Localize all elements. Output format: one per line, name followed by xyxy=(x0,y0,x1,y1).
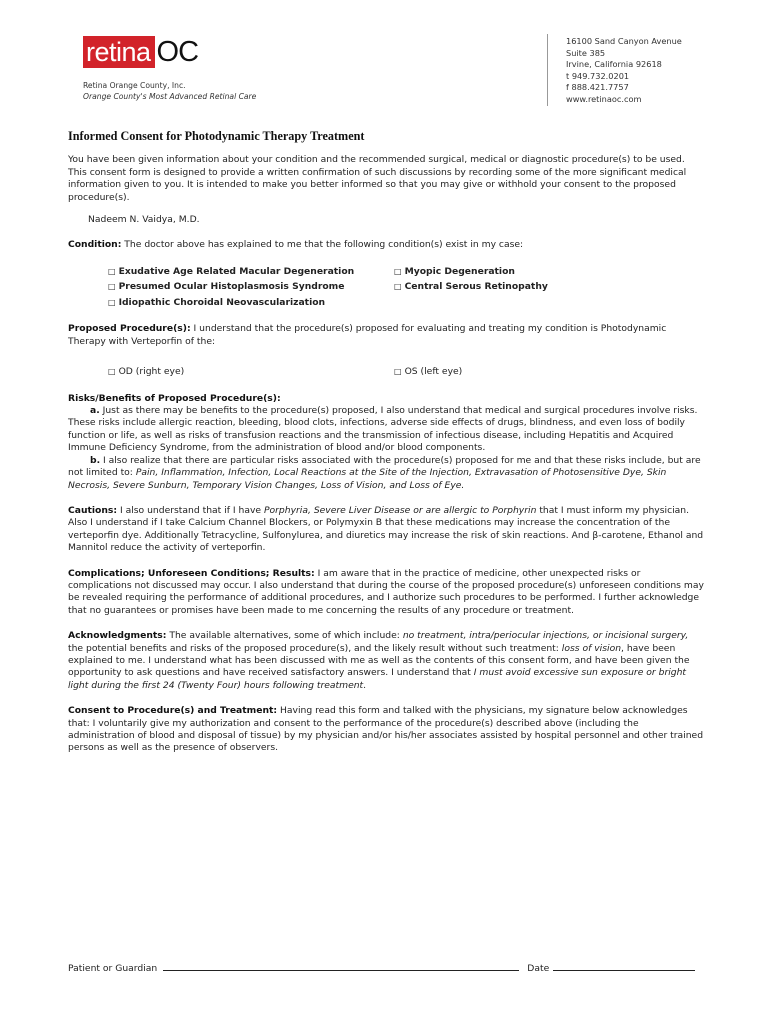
patient-label: Patient or Guardian xyxy=(68,963,158,974)
procedure-section xyxy=(68,323,704,348)
date-label: Date xyxy=(527,963,550,974)
doctor-name: Nadeem N. Vaidya, M.D. xyxy=(88,214,200,226)
condition-option[interactable]: □ Idiopathic Choroidal Neovascularization xyxy=(108,296,326,308)
condition-text: The doctor above has explained to me that the following condition(s) exist in my case: xyxy=(121,239,524,251)
condition-option[interactable]: □ Central Serous Retinopathy xyxy=(394,281,548,293)
website: www.retinaoc.com xyxy=(566,93,642,104)
intro-paragraph: You have been given information about your condition and the recommended surgical, medical or diagnostic procedure(s) to be used. This consent form is designed to provide a written confirmation of such discussions by recording some of the more significant medical information given to you. It is intended to make you better informed so that you may give or withhold your consent to the proposed procedure(s). xyxy=(68,154,687,203)
condition-option[interactable]: □ Presumed Ocular Histoplasmosis Syndrome xyxy=(108,281,345,293)
company-tagline: Orange County's Most Advanced Retinal Care xyxy=(83,92,257,101)
header-divider xyxy=(547,34,548,106)
company-info xyxy=(83,80,256,102)
logo xyxy=(83,36,198,68)
cautions-section: Cautions: I also understand that if I have Porphyria, Severe Liver Disease or are allergic to Porphyrin that I must inform my physician. Also I understand if I take Calcium Channel Blockers, or Polymyxin B that these medications may increase the concentration of the verteporfin dye. Additionally Tetracycline, Sulfonylurea, and diuretics may increase the risk of skin reactions. And β-carotene, Ethanol and Mannitol reduce the activity of verteporfin. xyxy=(68,504,704,554)
condition-options xyxy=(68,264,704,311)
checkbox-icon: □ xyxy=(394,282,402,292)
checkbox-icon: □ xyxy=(108,266,116,276)
risks-b: b. I also realize that there are particular risks associated with the procedure(s) proposed for me and that these risks include, but are not limited to: Pain, Inflammation, Infection, Local Reactions at the Site of the Injection, Extravasation of Photosensitive Dye, Skin Necrosis, Severe Sunburn, Temporary Vision Changes, Loss of Vision, and Loss of Eye. xyxy=(68,454,701,491)
address-line: 16100 Sand Canyon Avenue xyxy=(566,36,682,46)
condition-section xyxy=(68,239,704,251)
fax: f 888.421.7757 xyxy=(566,82,629,93)
address-line: Irvine, California 92618 xyxy=(566,59,662,70)
page-title: Informed Consent for Photodynamic Therapy Treatment xyxy=(68,129,365,143)
phone: t 949.732.0201 xyxy=(566,70,630,81)
checkbox-icon: □ xyxy=(394,266,402,276)
acknowledgments-section: Acknowledgments: The available alternatives, some of which include: no treatment, intra/periocular injections, or incisional surgery, the potential benefits and risks of the proposed procedure(s), and the likely result without such treatment: loss of vision, have been explained to me. I understand what has been discussed with me as well as the contents of this consent form, and have been given the opportunity to ask questions and have received satisfactory answers. I understand that I must avoid excessive sun exposure or bright light during the first 24 (Twenty Four) hours following treatment. xyxy=(68,630,690,691)
signature-row xyxy=(68,962,708,974)
procedure-text: I understand that the procedure(s) proposed for evaluating and treating my condition is Photodynamic Therapy with Verteporfin of the: xyxy=(68,323,667,347)
date-line[interactable] xyxy=(553,962,695,971)
checkbox-icon: □ xyxy=(108,282,116,292)
condition-label: Condition: xyxy=(68,239,122,251)
procedure-label: Proposed Procedure(s): xyxy=(68,323,191,335)
condition-option[interactable]: □ Myopic Degeneration xyxy=(394,265,515,277)
risks-a: a. Just as there may be benefits to the procedure(s) proposed, I also understand that medical and surgical procedures involve risks. These risks include allergic reaction, bleeding, blood clots, infections, adverse side effects of drugs, blindness, and even loss of bodily function or life, as well as risks of transfusion reactions and the transmission of infectious disease, including Hepatitis and Acquired Immune Deficiency Syndrome, from the administration of blood and/or blood components. xyxy=(68,405,698,454)
complications-section: Complications; Unforeseen Conditions; Results: I am aware that in the practice of medicine, other unexpected risks or complications not discussed may occur. I also understand that during the course of the proposed procedure(s) unforeseen conditions may be revealed requiring the performance of additional procedures, and I authorize such procedures to be performed. I further acknowledge that no guarantees or promises have been made to me concerning the results of any procedure or treatment. xyxy=(68,567,704,616)
address-block xyxy=(566,36,682,106)
patient-signature-line[interactable] xyxy=(163,962,519,971)
logo-retina: retina xyxy=(83,36,155,68)
company-name: Retina Orange County, Inc. xyxy=(83,81,186,90)
checkbox-icon: □ xyxy=(394,367,402,377)
consent-section: Consent to Procedure(s) and Treatment: Having read this form and talked with the physicians, my signature below acknowledges that: I voluntarily give my authorization and consent to the performance of the procedure(s) described above (including the administration of blood and disposal of tissue) by my physician and/or his/her associates assisted by hospital personnel and other trained persons as well as the presence of observers. xyxy=(68,705,704,754)
os-option[interactable]: □ OS (left eye) xyxy=(394,366,463,378)
risks-heading: Risks/Benefits of Proposed Procedure(s): xyxy=(68,392,281,404)
checkbox-icon: □ xyxy=(108,297,116,307)
od-option[interactable]: □ OD (right eye) xyxy=(108,366,185,378)
logo-oc: OC xyxy=(156,36,199,68)
consent-body xyxy=(68,130,704,755)
condition-option[interactable]: □ Exudative Age Related Macular Degeneration xyxy=(108,265,355,277)
address-line: Suite 385 xyxy=(566,47,606,58)
eye-options xyxy=(68,364,704,380)
checkbox-icon: □ xyxy=(108,367,116,377)
